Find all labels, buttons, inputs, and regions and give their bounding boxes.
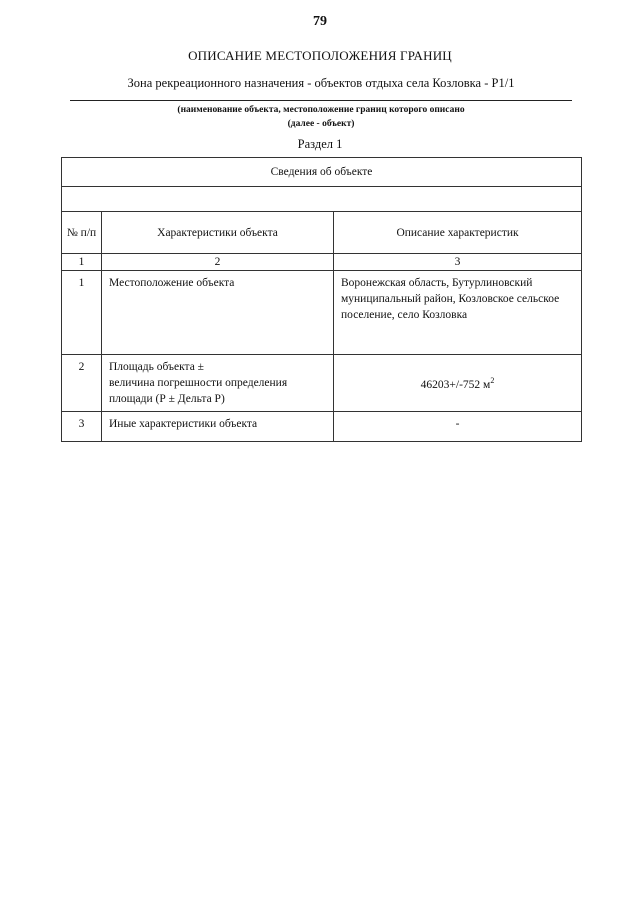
row-2-name-line-1: Площадь объекта ± [109,361,204,373]
column-number-2: 2 [102,254,334,271]
column-number-3: 3 [334,254,582,271]
empty-row [62,187,582,212]
document-title: ОПИСАНИЕ МЕСТОПОЛОЖЕНИЯ ГРАНИЦ [188,48,452,63]
caption-line-2: (далее - объект) [287,119,355,129]
zone-name: Зона рекреационного назначения - объектов отдыха села Козловка - Р1/1 [127,76,515,90]
table-row [62,355,582,412]
row-3-name: Иные характеристики объекта [102,412,334,442]
row-1-name: Местоположение объекта [102,271,334,355]
header-description: Описание характеристик [334,212,582,254]
row-2-num: 2 [62,355,102,412]
row-3-value: - [334,412,582,442]
row-2-value-text: 46203+/-752 м [420,378,491,391]
page-number: 79 [313,14,327,29]
row-1-num: 1 [62,271,102,355]
row-2-name-line-2: величина погрешности определения площади (Р ± Дельта Р) [109,377,288,405]
row-2-value [334,355,582,412]
row-1-value: Воронежская область, Бутурлиновский муниципальный район, Козловское сельское поселение, село Козловка [334,271,582,355]
row-2-value-superscript: 2 [490,376,495,386]
row-2-name [102,355,334,412]
column-number-1: 1 [62,254,102,271]
table-row [62,271,582,355]
section-label: Раздел 1 [297,137,343,151]
object-caption [70,103,572,131]
object-info-table [61,157,582,442]
header-characteristics: Характеристики объекта [102,212,334,254]
table-title: Сведения об объекте [62,158,582,187]
table-row [62,412,582,442]
caption-line-1: (наименование объекта, местоположение границ которого описано [177,105,465,115]
title-underline [70,100,572,101]
row-3-num: 3 [62,412,102,442]
header-num: № п/п [62,212,102,254]
